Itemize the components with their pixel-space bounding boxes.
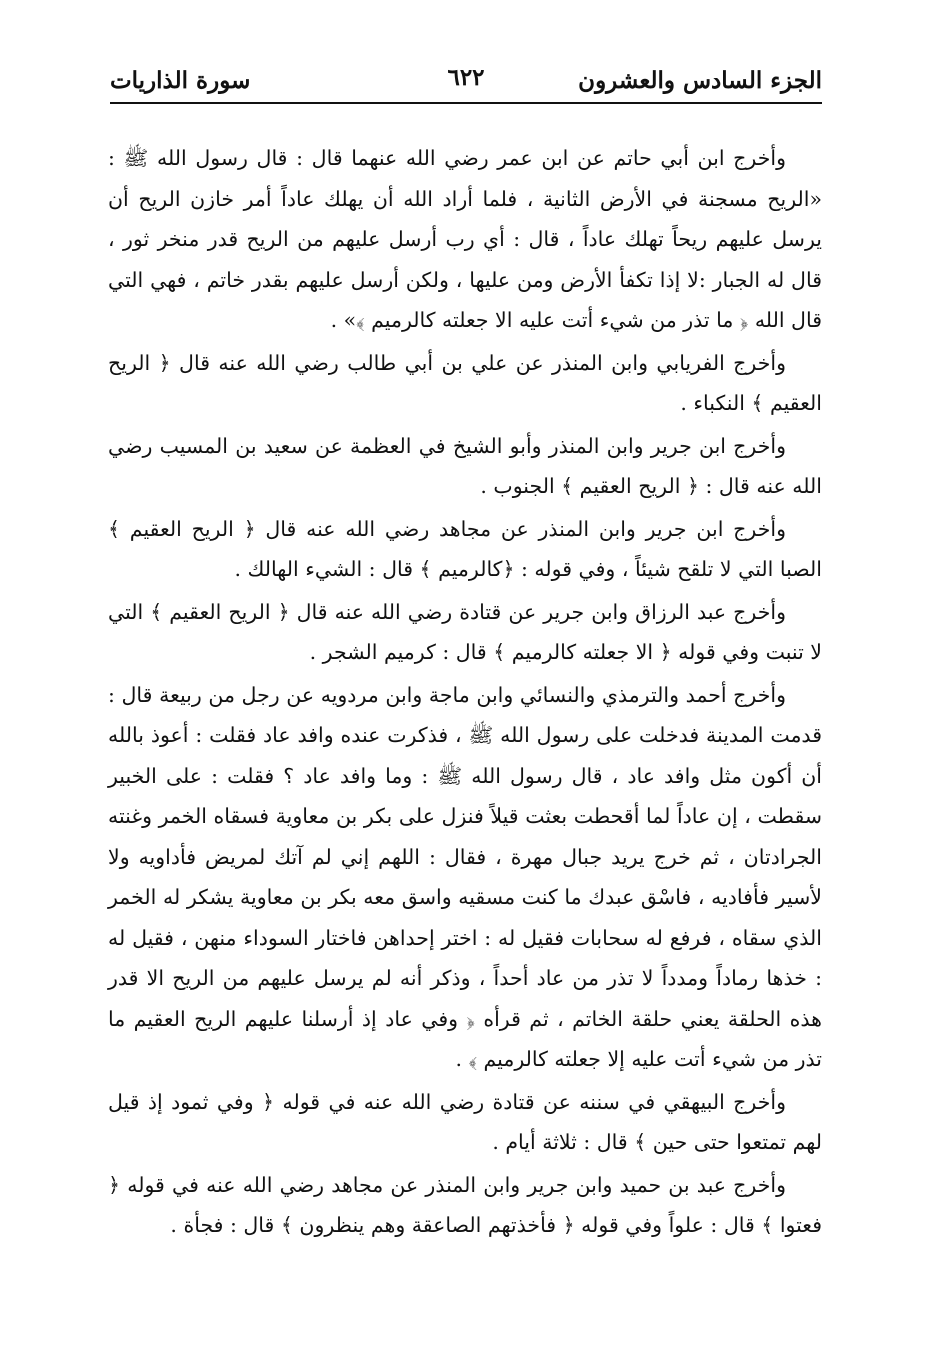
surah-title: سورة الذاريات bbox=[110, 66, 251, 94]
page-header bbox=[110, 58, 822, 104]
paragraph: وأخرج ابن أبي حاتم عن ابن عمر رضي الله عنهما قال : قال رسول الله ﷺ : «الريح مسجنة في الأرض الثانية ، فلما أراد الله أن يهلك عاداً أمر خازن الريح أن يرسل عليهم ريحاً تهلك عاداً ، قال : أي رب أرسل عليهم من الريح قدر منخر ثور ، قال له الجبار :لا إذا تكفأ الأرض ومن عليها ، ولكن أرسل عليهم بقدر خاتم ، فهي التي قال الله ﴿ ما تذر من شيء أتت عليه الا جعلته كالرميم ﴾» . bbox=[108, 146, 822, 332]
paragraph: وأخرج ابن جرير وابن المنذر عن مجاهد رضي الله عنه قال ﴿ الريح العقيم ﴾ الصبا التي لا تلقح شيئاً ، وفي قوله : ﴿كالرميم ﴾ قال : الشيء الهالك . bbox=[108, 516, 822, 581]
paragraph: وأخرج عبد الرزاق وابن جرير عن قتادة رضي الله عنه قال ﴿ الريح العقيم ﴾ التي لا تنبت وفي قوله ﴿ الا جعلته كالرميم ﴾ قال : كرميم الشجر . bbox=[108, 599, 822, 664]
juz-title: الجزء السادس والعشرون bbox=[578, 66, 822, 94]
paragraph: وأخرج الفريابي وابن المنذر عن علي بن أبي طالب رضي الله عنه قال ﴿ الريح العقيم ﴾ النكباء . bbox=[108, 350, 822, 415]
page-body bbox=[108, 138, 822, 1246]
paragraph: وأخرج ابن جرير وابن المنذر وأبو الشيخ في العظمة عن سعيد بن المسيب رضي الله عنه قال : ﴿ الريح العقيم ﴾ الجنوب . bbox=[108, 433, 822, 498]
page-number: ٦٢٢ bbox=[447, 64, 485, 91]
paragraph: وأخرج البيهقي في سننه عن قتادة رضي الله عنه في قوله ﴿ وفي ثمود إذ قيل لهم تمتعوا حتى حين ﴾ قال : ثلاثة أيام . bbox=[108, 1089, 822, 1154]
paragraph: وأخرج أحمد والترمذي والنسائي وابن ماجة وابن مردويه عن رجل من ربيعة قال : قدمت المدينة فدخلت على رسول الله ﷺ ، فذكرت عنده وافد عاد فقلت : أعوذ بالله أن أكون مثل وافد عاد ، قال رسول الله ﷺ : وما وافد عاد ؟ فقلت : على الخبير سقطت ، إن عاداً لما أقحطت بعثت قيلاً فنزل على بكر بن معاوية فسقاه الخمر وغنته الجرادتان ، ثم خرج يريد جبال مهرة ، فقال : اللهم إني لم آتك لمريض فأداويه ولا لأسير فأفاديه ، فاسْق عبدك ما كنت مسقيه واسق معه بكر بن معاوية يشكر له الخمر الذي سقاه ، فرفع له سحابات فقيل له : اختر إحداهن فاختار السوداء منهن ، فقيل له : خذها رماداً ومدداً لا تذر من عاد أحداً ، وذكر أنه لم يرسل عليهم من الريح الا قدر هذه الحلقة يعني حلقة الخاتم ، ثم قرأه ﴿ وفي عاد إذ أرسلنا عليهم الريح العقيم ما تذر من شيء أتت عليه إلا جعلته كالرميم ﴾ . bbox=[108, 682, 822, 1071]
paragraph: وأخرج عبد بن حميد وابن جرير وابن المنذر عن مجاهد رضي الله عنه في قوله ﴿ فعتوا ﴾ قال : علواً وفي قوله ﴿ فأخذتهم الصاعقة وهم ينظرون ﴾ قال : فجأة . bbox=[108, 1172, 822, 1237]
